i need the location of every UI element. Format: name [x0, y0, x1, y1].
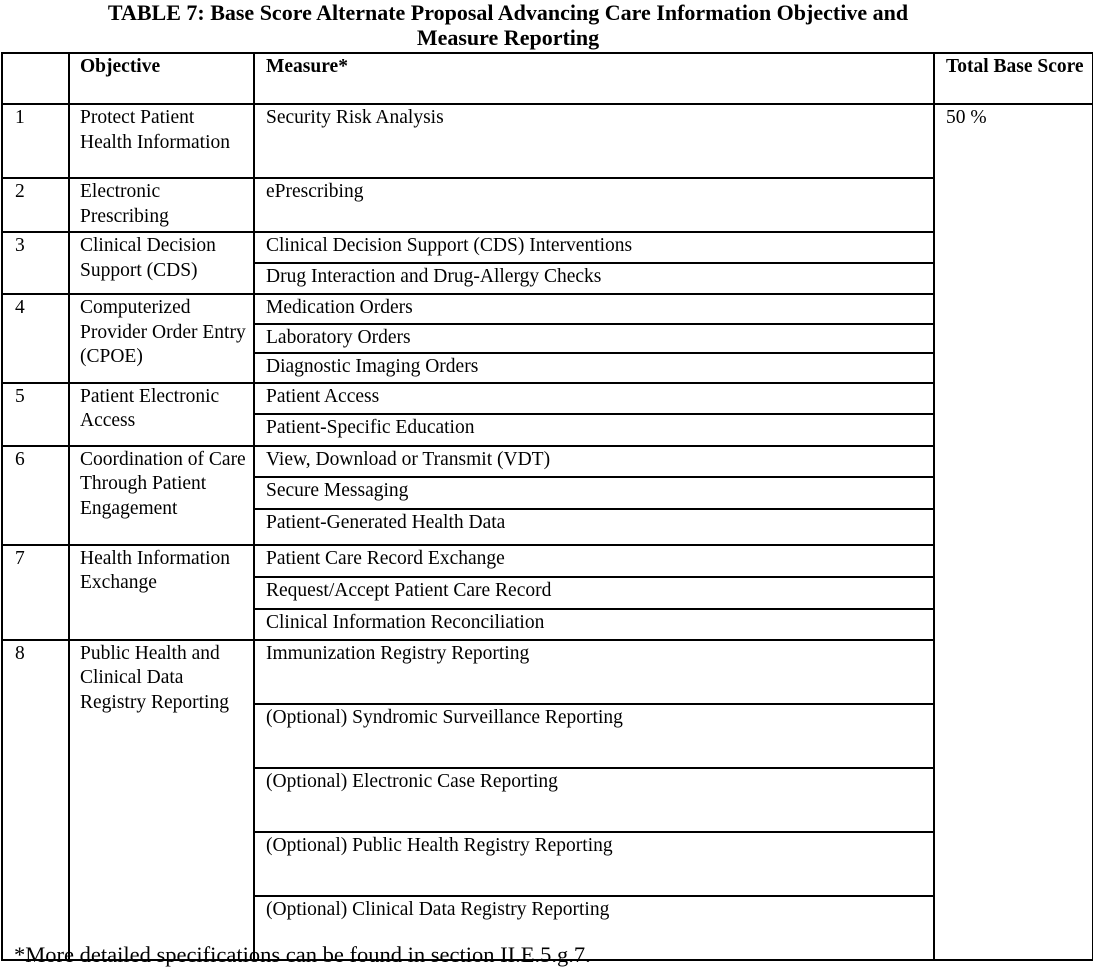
objective-name: Computerized Provider Order Entry (CPOE): [69, 294, 254, 383]
measure-name: Drug Interaction and Drug-Allergy Checks: [254, 263, 934, 294]
table-header-row: [2, 53, 1093, 104]
measure-name: Diagnostic Imaging Orders: [254, 353, 934, 383]
objective-name: Clinical Decision Support (CDS): [69, 232, 254, 294]
measure-name: Security Risk Analysis: [254, 104, 934, 178]
table-row: [2, 178, 1093, 232]
objective-number: 8: [2, 640, 69, 960]
footnote: *More detailed specifications can be found in section II.E.5.g.7.: [14, 942, 591, 967]
header-measure: Measure*: [254, 53, 934, 104]
objective-name: Patient Electronic Access: [69, 383, 254, 446]
objective-number: 7: [2, 545, 69, 640]
measure-name: Medication Orders: [254, 294, 934, 324]
measure-name: (Optional) Clinical Data Registry Reporting: [254, 896, 934, 960]
objective-number: 5: [2, 383, 69, 446]
table-row: [2, 383, 1093, 414]
objective-name: Health Information Exchange: [69, 545, 254, 640]
objective-name: Protect Patient Health Information: [69, 104, 254, 178]
measure-name: Patient-Specific Education: [254, 414, 934, 446]
measure-name: Secure Messaging: [254, 477, 934, 509]
table-row: [2, 232, 1093, 263]
table-row: [2, 545, 1093, 577]
table-row: [2, 104, 1093, 178]
header-total-base-score: Total Base Score: [934, 53, 1093, 104]
table-body: [2, 53, 1093, 960]
measure-name: (Optional) Public Health Registry Reporting: [254, 832, 934, 896]
table-title-line-2: Measure Reporting: [416, 25, 600, 50]
header-objective: Objective: [69, 53, 254, 104]
table-title: [0, 0, 1016, 50]
measure-name: Patient Access: [254, 383, 934, 414]
objective-number: 4: [2, 294, 69, 383]
objective-number: 1: [2, 104, 69, 178]
measure-name: (Optional) Electronic Case Reporting: [254, 768, 934, 832]
measure-name: Laboratory Orders: [254, 324, 934, 354]
objective-number: 2: [2, 178, 69, 232]
table-title-line-1: TABLE 7: Base Score Alternate Proposal Advancing Care Information Objective and: [107, 0, 909, 25]
objective-number: 6: [2, 446, 69, 545]
total-base-score-value: 50 %: [934, 104, 1093, 960]
table-row: [2, 294, 1093, 324]
measure-name: Patient Care Record Exchange: [254, 545, 934, 577]
objective-name: Public Health and Clinical Data Registry Reporting: [69, 640, 254, 960]
measure-name: Immunization Registry Reporting: [254, 640, 934, 704]
table-row: [2, 446, 1093, 477]
measure-name: Clinical Decision Support (CDS) Interventions: [254, 232, 934, 263]
objective-number: 3: [2, 232, 69, 294]
base-score-table: [1, 52, 1093, 961]
measure-name: Request/Accept Patient Care Record: [254, 577, 934, 609]
table-row: [2, 640, 1093, 704]
header-number: [2, 53, 69, 104]
objective-name: Electronic Prescribing: [69, 178, 254, 232]
objective-name: Coordination of Care Through Patient Engagement: [69, 446, 254, 545]
measure-name: Clinical Information Reconciliation: [254, 609, 934, 640]
measure-name: Patient-Generated Health Data: [254, 509, 934, 545]
measure-name: View, Download or Transmit (VDT): [254, 446, 934, 477]
measure-name: ePrescribing: [254, 178, 934, 232]
measure-name: (Optional) Syndromic Surveillance Reporting: [254, 704, 934, 768]
